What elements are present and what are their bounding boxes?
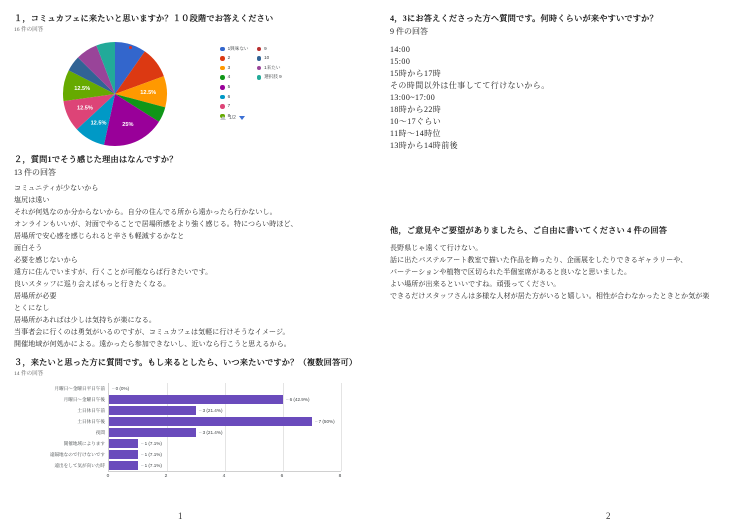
bar-fill[interactable] bbox=[109, 461, 138, 470]
question-4-response-count: 9 件の回答 bbox=[390, 26, 428, 36]
answer-item: 塩尻は遠い bbox=[14, 195, 50, 204]
bar-chart-row[interactable] bbox=[77, 416, 335, 427]
legend-item[interactable] bbox=[220, 93, 249, 100]
bar-chart-row[interactable] bbox=[95, 427, 223, 438]
bar-value-label: – 3 (21.4%) bbox=[199, 431, 222, 436]
answer-item: 18時から22時 bbox=[390, 105, 442, 115]
answer-item: 居場所で安心感を感じられると辛さも軽減するかなと bbox=[14, 231, 185, 240]
bar-category-label: 土日休日午後 bbox=[77, 418, 105, 424]
bar-chart-row[interactable] bbox=[54, 383, 130, 394]
legend-pager[interactable] bbox=[220, 112, 245, 122]
legend-item-label: 6 bbox=[227, 93, 231, 99]
legend-item[interactable] bbox=[257, 74, 282, 81]
question-2-response-count: 13 件の回答 bbox=[14, 168, 56, 178]
legend-color-dot-icon bbox=[220, 104, 225, 109]
answer-item: オンラインもいいが、対面でやることで居場所感をより強く感じる。特につらい時ほど、 bbox=[14, 219, 298, 228]
answer-item: 居場所があればは少しは気持ちが楽になる。 bbox=[14, 315, 156, 324]
legend-color-dot-icon bbox=[220, 75, 225, 80]
question-1-response-count: 16 件の回答 bbox=[14, 26, 44, 33]
legend-color-dot-icon bbox=[220, 47, 225, 52]
bar-value-label: – 1 (7.1%) bbox=[141, 464, 162, 469]
bar-value-label: – 1 (7.1%) bbox=[141, 453, 162, 458]
page-number-right: 2 bbox=[606, 511, 611, 521]
answer-item: 遠方に住んでいますが、行くことが可能ならば行きたいです。 bbox=[14, 267, 213, 276]
legend-item-label: 7 bbox=[227, 103, 231, 109]
question-4-title: 4，3にお答えくださった方へ質問です。何時くらいが来やすいですか？ bbox=[390, 14, 658, 23]
bar-chart-x-axis bbox=[108, 472, 340, 482]
legend-item[interactable] bbox=[257, 55, 282, 62]
answer-item: その時間以外は仕事してて行けないから。 bbox=[390, 81, 550, 91]
page-right bbox=[368, 0, 736, 529]
bar-chart-row[interactable] bbox=[77, 405, 223, 416]
legend-item-label: 3 bbox=[227, 64, 231, 70]
answer-item: 13時から14時前後 bbox=[390, 141, 458, 151]
answer-item: できるだけスタッフさんは多様な人材が居た方がいると嬉しい。相性が合わなかったときとか気が楽 bbox=[390, 292, 710, 301]
legend-item-label: 選択肢 9 bbox=[264, 74, 282, 80]
answer-item: 面白そう bbox=[14, 243, 43, 252]
bar-chart-gridline bbox=[341, 383, 342, 471]
answer-item: 良いスタッフに巡り会えばもっと行きたくなる。 bbox=[14, 279, 171, 288]
legend-pager-up-icon[interactable] bbox=[220, 116, 226, 120]
legend-item[interactable] bbox=[220, 45, 249, 52]
pie-slice-label: 12.5% bbox=[74, 86, 91, 93]
answer-item: 10〜17ぐらい bbox=[390, 117, 442, 127]
legend-color-dot-icon bbox=[220, 95, 225, 100]
pie-legend bbox=[220, 45, 282, 122]
answer-item: コミュニティが少ないから bbox=[14, 183, 99, 192]
answer-item: 当事者会に行くのは勇気がいるのですが、コミュカフェは気軽に行けそうなイメージ。 bbox=[14, 327, 290, 336]
question-3-block bbox=[14, 358, 358, 482]
legend-item[interactable] bbox=[220, 84, 249, 91]
question-2-block bbox=[14, 155, 358, 350]
legend-color-dot-icon bbox=[257, 47, 262, 52]
legend-item[interactable] bbox=[220, 55, 249, 62]
bar-chart bbox=[24, 383, 340, 482]
question-5-answer-list bbox=[390, 242, 722, 302]
legend-color-dot-icon bbox=[257, 75, 262, 80]
legend-pager-down-icon[interactable] bbox=[239, 116, 245, 120]
question-3-title: ３，来たいと思った方に質問です。もし来るとしたら、いつ来たいですか？（複数回答可） bbox=[14, 358, 358, 368]
legend-item[interactable] bbox=[257, 65, 282, 72]
x-axis-tick-label: 6 bbox=[280, 474, 284, 480]
bar-chart-row[interactable] bbox=[63, 394, 310, 405]
bar-category-label: 夜間 bbox=[95, 429, 105, 435]
pie-chart bbox=[62, 41, 168, 147]
answer-item: それが何処なのか分からないから。自分の住んでる所から遠かったら行かないし。 bbox=[14, 207, 277, 216]
legend-item[interactable] bbox=[220, 65, 249, 72]
answer-item: 長野県じゃ遠くて行けない。 bbox=[390, 243, 483, 252]
question-4-block bbox=[390, 14, 722, 152]
bar-value-label: – 7 (50%) bbox=[315, 420, 335, 425]
question-2-title: ２，質問1でそう感じた理由はなんですか？ bbox=[14, 155, 178, 165]
question-3-response-count: 14 件の回答 bbox=[14, 370, 44, 377]
pie-highlight-dot bbox=[129, 46, 132, 49]
legend-item-label: 1来たい bbox=[264, 64, 281, 70]
x-axis-tick-label: 2 bbox=[164, 474, 168, 480]
bar-fill[interactable] bbox=[109, 450, 138, 459]
page-number-left: 1 bbox=[178, 511, 183, 521]
bar-chart-row[interactable] bbox=[54, 460, 162, 471]
answer-item: 13:00~17:00 bbox=[390, 93, 436, 103]
pie-slice-label: 12.5% bbox=[140, 90, 157, 97]
pie-chart-block bbox=[14, 39, 358, 151]
bar-category-label: 開催地域によります bbox=[63, 440, 105, 446]
pie-legend-column-1 bbox=[220, 45, 249, 122]
legend-color-dot-icon bbox=[257, 56, 262, 61]
question-2-answer-list bbox=[14, 182, 358, 350]
bar-fill[interactable] bbox=[109, 395, 283, 404]
bar-value-label: – 0 (0%) bbox=[112, 387, 129, 392]
pie-chart-svg bbox=[62, 41, 168, 147]
legend-item[interactable] bbox=[220, 103, 249, 110]
bar-fill[interactable] bbox=[109, 428, 196, 437]
question-4-answer-list bbox=[390, 44, 722, 152]
question-1-title: １，コミュカフェに来たいと思いますか？１０段階でお答えください bbox=[14, 14, 274, 23]
legend-pager-label: 1/2 bbox=[229, 115, 236, 122]
bar-fill[interactable] bbox=[109, 406, 196, 415]
bar-chart-plot-area bbox=[49, 383, 341, 472]
legend-item-label: 8 bbox=[227, 112, 231, 118]
legend-item-label: 9 bbox=[264, 45, 267, 51]
legend-color-dot-icon bbox=[220, 56, 225, 61]
pie-legend-column-2 bbox=[257, 45, 282, 119]
question-5-title: 他，ご意見やご要望がありましたら、ご自由に書いてください 4 件の回答 bbox=[390, 226, 668, 236]
pie-slice-label: 12.5% bbox=[90, 120, 107, 127]
legend-item[interactable] bbox=[220, 74, 249, 81]
answer-item: パーテーションや植物で区切られた半個室席があると良いなと思いました。 bbox=[390, 267, 632, 276]
bar-chart-row[interactable] bbox=[63, 438, 162, 449]
legend-item-label: 10 bbox=[264, 55, 270, 61]
answer-item: よい場所が出来るといいですね。頑張ってください。 bbox=[390, 280, 561, 288]
bar-value-label: – 1 (7.1%) bbox=[141, 442, 162, 447]
bar-fill[interactable] bbox=[109, 439, 138, 448]
legend-item[interactable] bbox=[257, 45, 282, 52]
answer-item: 必要を感じないから bbox=[14, 255, 78, 264]
bar-category-label: 月曜日〜金曜日平日午前 bbox=[54, 385, 105, 391]
answer-item: 居場所が必要 bbox=[14, 291, 57, 300]
legend-item-label: 4 bbox=[227, 74, 231, 80]
answer-item: 14:00 bbox=[390, 45, 411, 55]
bar-category-label: 土日休日午前 bbox=[77, 407, 105, 413]
bar-category-label: 遠隔地なので行けないです bbox=[49, 451, 105, 457]
legend-item-label: 2 bbox=[227, 55, 231, 61]
pie-slice-label: 12.5% bbox=[76, 106, 93, 113]
legend-color-dot-icon bbox=[220, 66, 225, 71]
answer-item: 15時から17時 bbox=[390, 69, 442, 79]
answer-item: 15:00 bbox=[390, 57, 411, 67]
answer-item: 11時〜14時位 bbox=[390, 129, 441, 139]
bar-category-label: 月曜日〜金曜日午後 bbox=[63, 396, 105, 402]
bar-fill[interactable] bbox=[109, 417, 312, 426]
pie-slice-label: 25% bbox=[122, 122, 134, 129]
legend-item-label: 5 bbox=[227, 83, 231, 89]
x-axis-tick-label: 8 bbox=[338, 474, 342, 480]
bar-category-label: 遠出をして気が向いた時 bbox=[54, 462, 105, 468]
legend-color-dot-icon bbox=[220, 85, 225, 90]
question-5-block bbox=[390, 226, 722, 302]
legend-color-dot-icon bbox=[257, 66, 262, 71]
x-axis-tick-label: 4 bbox=[222, 474, 226, 480]
x-axis-tick-label: 0 bbox=[106, 474, 110, 480]
legend-item-label: 1興味ない bbox=[227, 45, 249, 51]
question-1-block bbox=[14, 14, 358, 151]
answer-item: 開催地域が何処かによる。遠かったら参加できないし、近いなら行こうと思えるから。 bbox=[14, 340, 291, 349]
answer-item: とくになし bbox=[14, 303, 50, 312]
bar-value-label: – 6 (42.9%) bbox=[286, 398, 309, 403]
bar-value-label: – 3 (21.4%) bbox=[199, 409, 222, 414]
bar-chart-row[interactable] bbox=[49, 449, 162, 460]
answer-item: 話に出たパステルアート教室で描いた作品を飾ったり、企画展をしたりできるギャラリーや、 bbox=[390, 255, 688, 264]
